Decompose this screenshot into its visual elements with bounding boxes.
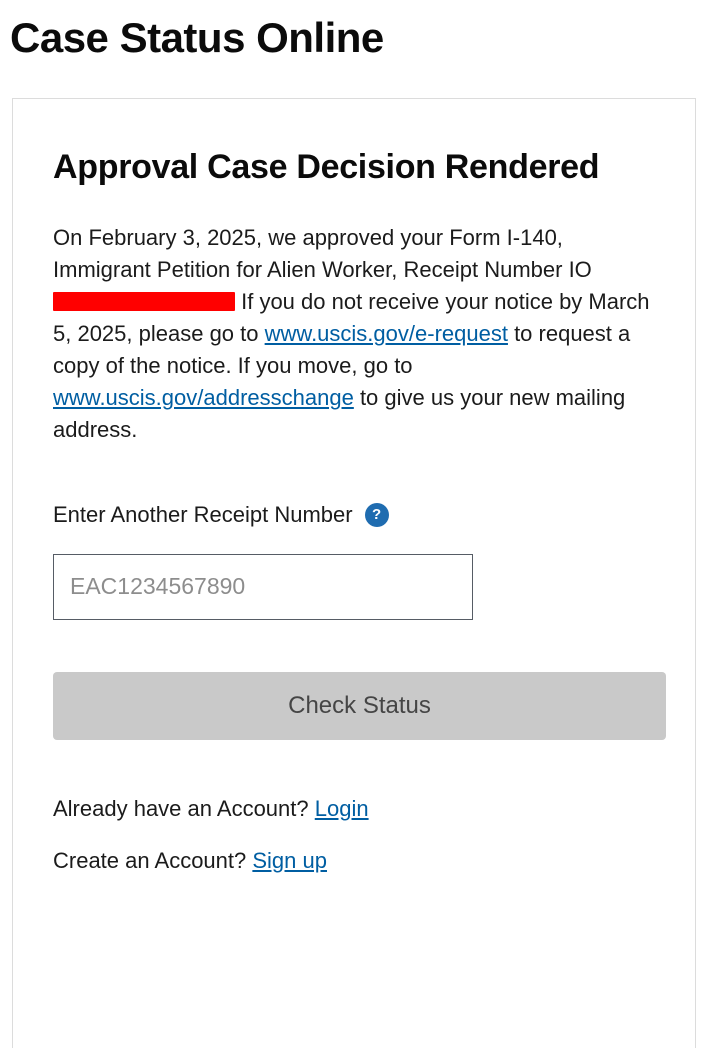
login-line [53,796,655,822]
receipt-field-label: Enter Another Receipt Number [53,501,353,527]
signup-link[interactable]: Sign up [252,847,327,873]
signup-line [53,848,655,874]
e-request-link[interactable]: www.uscis.gov/e-request [264,321,508,347]
receipt-number-input[interactable] [53,554,473,620]
decision-body-part2: If you do not receive your notice by March 5, 2025, please go to [53,289,650,347]
case-status-card [12,98,696,1048]
decision-body-part4: to give us your new mailing address. [53,384,626,442]
login-link[interactable]: Login [314,795,369,821]
check-status-button[interactable]: Check Status [53,672,666,740]
login-prompt: Already have an Account? [53,795,309,821]
decision-body [53,222,655,445]
card-content [13,99,695,874]
receipt-field-label-row [53,502,655,528]
decision-body-part1: On February 3, 2025, we approved your Form I-140, Immigrant Petition for Alien Worker, Receipt Number IO [53,225,592,283]
addresschange-link[interactable]: www.uscis.gov/addresschange [53,384,354,410]
redacted-receipt-number [53,292,235,311]
page-title: Case Status Online [10,14,384,61]
decision-body-part3: to request a copy of the notice. If you move, go to [53,321,631,379]
decision-heading: Approval Case Decision Rendered [53,148,600,186]
signup-prompt: Create an Account? [53,847,247,873]
help-icon[interactable]: ? [365,503,389,527]
